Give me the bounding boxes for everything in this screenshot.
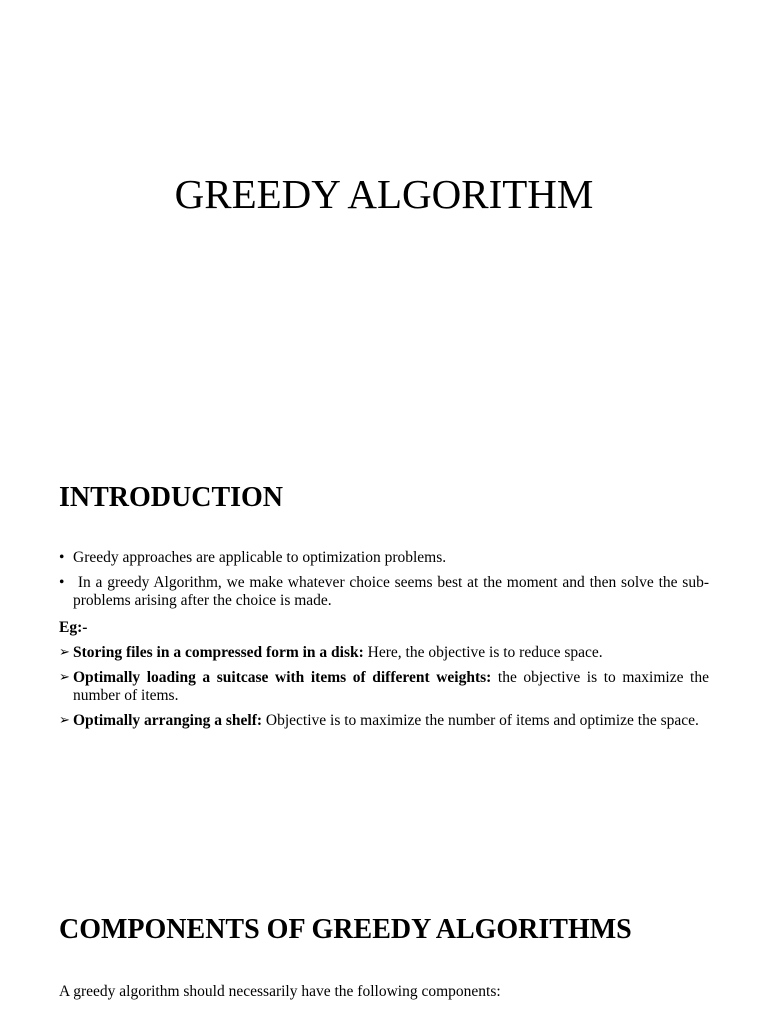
- bullet-text: Greedy approaches are applicable to optimization problems.: [73, 549, 447, 566]
- arrow-bullet-icon: ➢: [59, 645, 70, 660]
- components-heading: COMPONENTS OF GREEDY ALGORITHMS: [59, 914, 632, 945]
- introduction-body: [59, 549, 713, 737]
- bullet-item: [59, 574, 709, 610]
- example-text: Objective is to maximize the number of items and optimize the space.: [262, 712, 699, 729]
- bullet-icon: •: [59, 574, 65, 591]
- example-item: [59, 712, 709, 730]
- example-item: [59, 669, 713, 705]
- example-lead: Optimally loading a suitcase with items of different weights:: [73, 669, 492, 686]
- document-title: GREEDY ALGORITHM: [174, 171, 594, 217]
- arrow-bullet-icon: ➢: [59, 670, 70, 685]
- bullet-text: In a greedy Algorithm, we make whatever choice seems best at the moment and then solve the sub-problems arising after the choice is made.: [73, 574, 710, 609]
- components-intro-text: A greedy algorithm should necessarily have the following components:: [59, 983, 501, 1000]
- arrow-bullet-icon: ➢: [59, 713, 70, 728]
- example-label: Eg:-: [59, 619, 88, 636]
- bullet-icon: •: [59, 549, 65, 566]
- introduction-heading: INTRODUCTION: [59, 482, 284, 513]
- example-lead: Optimally arranging a shelf:: [73, 712, 263, 729]
- example-lead: Storing files in a compressed form in a disk:: [73, 644, 364, 661]
- example-item: [59, 644, 709, 662]
- bullet-item: [59, 549, 709, 567]
- example-text: Here, the objective is to reduce space.: [363, 644, 603, 661]
- example-text: the objective is to maximize the number of items.: [73, 669, 713, 704]
